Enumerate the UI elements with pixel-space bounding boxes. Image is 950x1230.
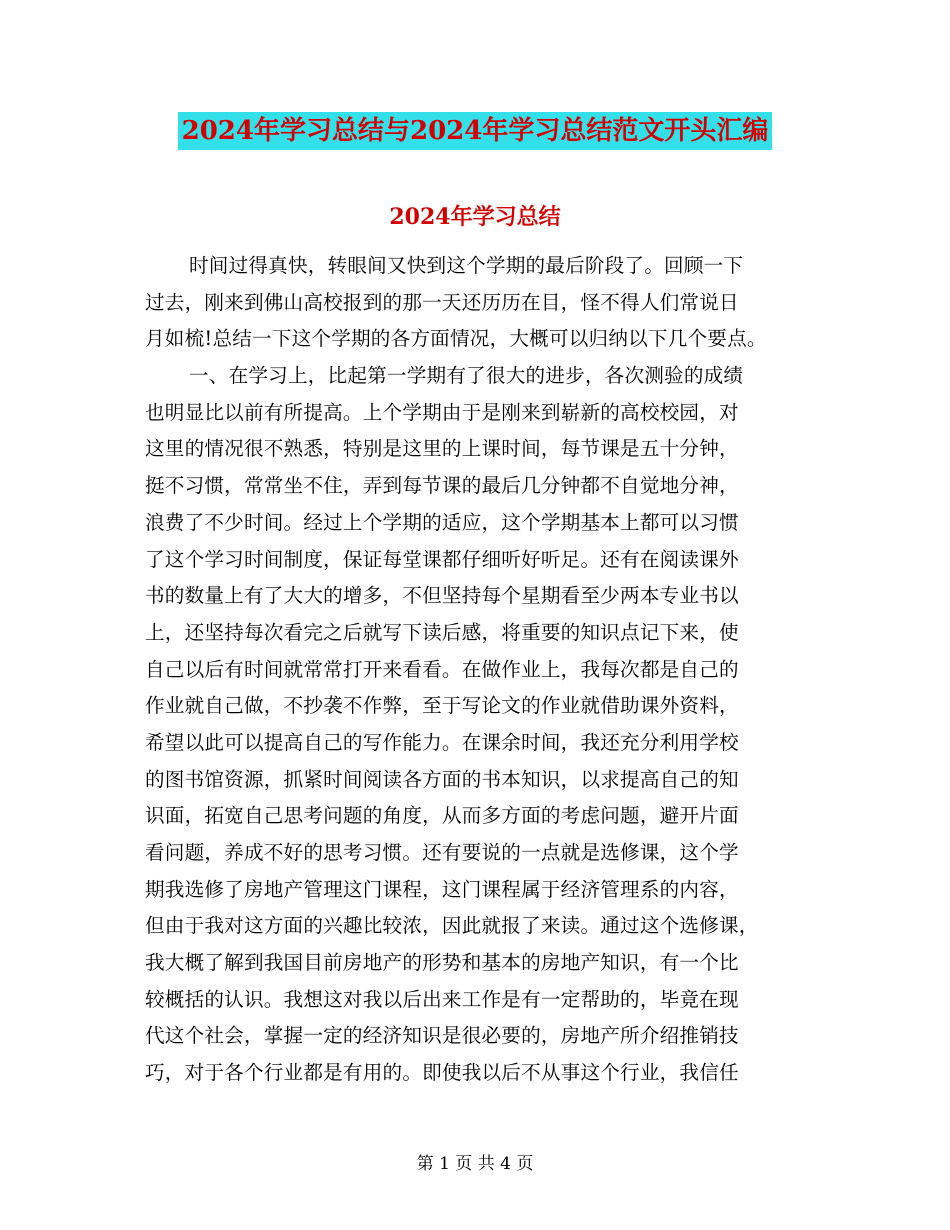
paragraph-line: 上，还坚持每次看完之后就写下读后感，将重要的知识点记下来，使 <box>145 620 739 644</box>
paragraph-line: 较概括的认识。我想这对我以后出来工作是有一定帮助的，毕竟在现 <box>145 987 739 1011</box>
paragraph-line: 时间过得真快，转眼间又快到这个学期的最后阶段了。回顾一下 <box>189 254 744 277</box>
paragraph-line: 希望以此可以提高自己的写作能力。在课余时间，我还充分利用学校 <box>145 730 739 754</box>
paragraph-line: 看问题，养成不好的思考习惯。还有要说的一点就是选修课，这个学 <box>145 841 739 864</box>
page-number-footer: 第 1 页 共 4 页 <box>416 1154 534 1174</box>
paragraph-line: 作业就自己做，不抄袭不作弊，至于写论文的作业就借助课外资料， <box>145 694 739 718</box>
paragraph-line: 自己以后有时间就常常打开来看看。在做作业上，我每次都是自己的 <box>145 657 739 681</box>
paragraph-line: 挺不习惯，常常坐不住，弄到每节课的最后几分钟都不自觉地分神， <box>145 474 739 498</box>
section-heading: 2024年学习总结 <box>389 204 561 230</box>
paragraph-line: 书的数量上有了大大的增多，不但坚持每个星期看至少两本专业书以 <box>145 584 739 608</box>
paragraph-line: 巧，对于各个行业都是有用的。即使我以后不从事这个行业，我信任 <box>145 1061 739 1085</box>
document-title-container <box>0 112 950 150</box>
document-title: 2024年学习总结与2024年学习总结范文开头汇编 <box>178 112 773 150</box>
paragraph-line: 我大概了解到我国目前房地产的形势和基本的房地产知识，有一个比 <box>145 951 739 975</box>
paragraph-line: 但由于我对这方面的兴趣比较浓，因此就报了来读。通过这个选修课， <box>145 914 759 938</box>
paragraph-line: 过去，刚来到佛山高校报到的那一天还历历在目，怪不得人们常说日 <box>145 290 739 314</box>
paragraph-line: 代这个社会，掌握一定的经济知识是很必要的，房地产所介绍推销技 <box>145 1024 739 1048</box>
paragraph-line: 月如梳!总结一下这个学期的各方面情况，大概可以归纳以下几个要点。 <box>145 327 767 351</box>
paragraph-line: 的图书馆资源，抓紧时间阅读各方面的书本知识，以求提高自己的知 <box>145 767 739 791</box>
paragraph-line: 这里的情况很不熟悉，特别是这里的上课时间，每节课是五十分钟， <box>145 437 739 461</box>
paragraph-line: 也明显比以前有所提高。上个学期由于是刚来到崭新的高校校园，对 <box>145 400 739 424</box>
document-body <box>145 248 825 1092</box>
paragraph-line: 识面，拓宽自己思考问题的角度，从而多方面的考虑问题，避开片面 <box>145 804 739 828</box>
paragraph-line: 一、在学习上，比起第一学期有了很大的进步，各次测验的成绩 <box>189 364 744 388</box>
paragraph-line: 期我选修了房地产管理这门课程，这门课程属于经济管理系的内容， <box>145 877 739 901</box>
paragraph-line: 浪费了不少时间。经过上个学期的适应，这个学期基本上都可以习惯 <box>145 510 739 534</box>
paragraph-line: 了这个学习时间制度，保证每堂课都仔细听好听足。还有在阅读课外 <box>145 547 739 571</box>
